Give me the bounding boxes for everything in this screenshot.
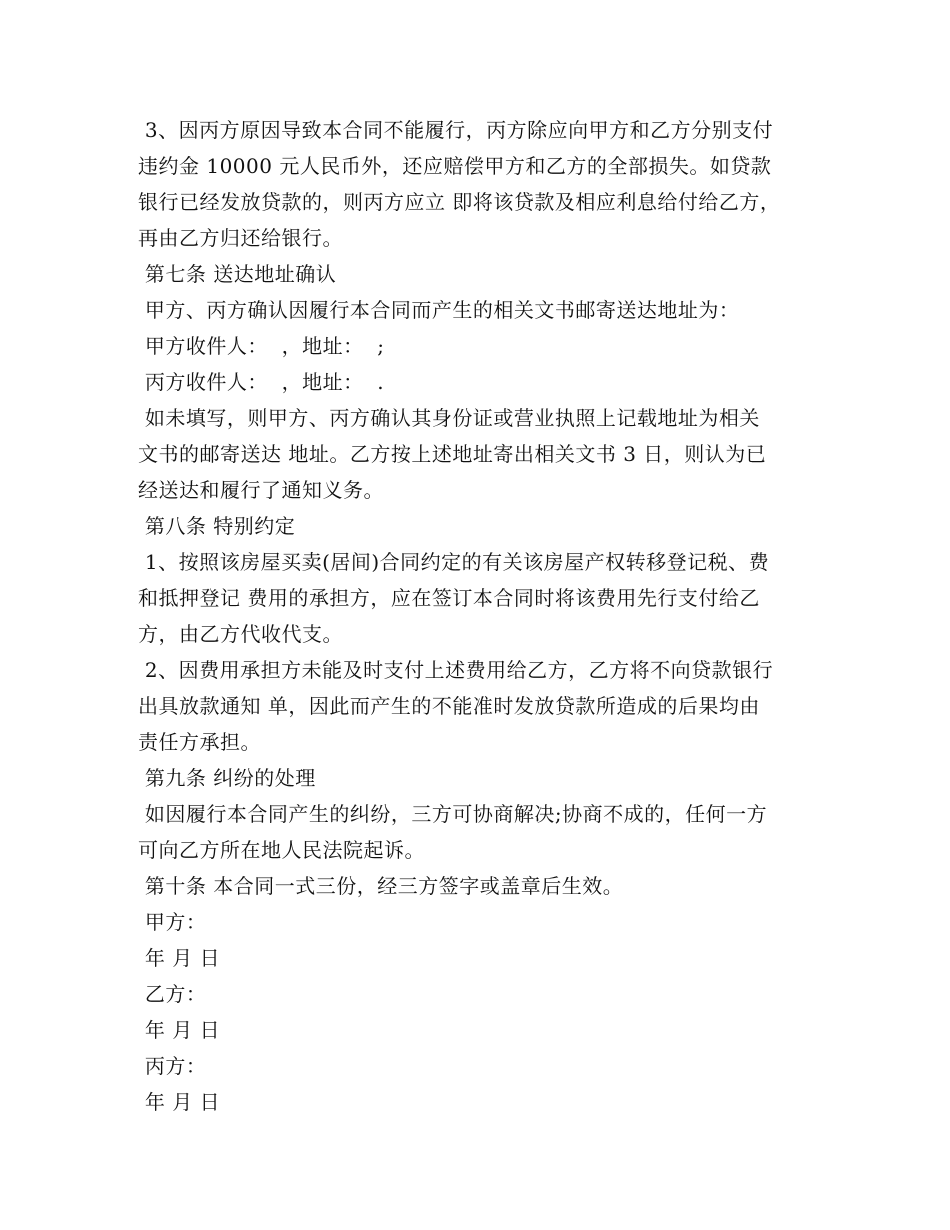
text-line: 甲方收件人： ，地址： ; [138, 334, 385, 358]
text-line: 责任方承担。 [138, 730, 261, 754]
document-body [138, 112, 828, 1120]
text-line: 再由乙方归还给银行。 [138, 226, 343, 250]
section-heading: 第七条 送达地址确认 [138, 262, 337, 286]
text-line: 和抵押登记 费用的承担方，应在签订本合同时将该费用先行支付给乙 [138, 586, 760, 610]
text-line: 1、按照该房屋买卖(居间)合同约定的有关该房屋产权转移登记税、费 [138, 550, 770, 574]
text-line: 如未填写，则甲方、丙方确认其身份证或营业执照上记载地址为相关 [138, 406, 760, 430]
signature-date: 年 月 日 [138, 946, 221, 970]
signature-date: 年 月 日 [138, 1018, 221, 1042]
text-line: 甲方、丙方确认因履行本合同而产生的相关文书邮寄送达地址为： [138, 298, 740, 322]
text-line: 2、因费用承担方未能及时支付上述费用给乙方，乙方将不向贷款银行 [138, 658, 774, 682]
text-line: 违约金 10000 元人民币外，还应赔偿甲方和乙方的全部损失。如贷款 [138, 154, 772, 178]
text-line: 经送达和履行了通知义务。 [138, 478, 384, 502]
signature-party-label: 甲方： [138, 910, 207, 934]
section-heading: 第十条 本合同一式三份，经三方签字或盖章后生效。 [138, 874, 624, 898]
signature-date: 年 月 日 [138, 1090, 221, 1114]
section-heading: 第八条 特别约定 [138, 514, 296, 538]
text-line: 银行已经发放贷款的，则丙方应立 即将该贷款及相应利息给付给乙方， [138, 190, 781, 214]
section-heading: 第九条 纠纷的处理 [138, 766, 316, 790]
text-line: 方，由乙方代收代支。 [138, 622, 343, 646]
signature-party-label: 丙方： [138, 1054, 207, 1078]
text-line: 3、因丙方原因导致本合同不能履行，丙方除应向甲方和乙方分别支付 [138, 118, 774, 142]
text-line: 可向乙方所在地人民法院起诉。 [138, 838, 425, 862]
text-line: 如因履行本合同产生的纠纷，三方可协商解决;协商不成的，任何一方 [138, 802, 768, 826]
text-line: 丙方收件人： ，地址： . [138, 370, 385, 394]
text-line: 文书的邮寄送达 地址。乙方按上述地址寄出相关文书 3 日，则认为已 [138, 442, 767, 466]
signature-party-label: 乙方： [138, 982, 207, 1006]
text-line: 出具放款通知 单，因此而产生的不能准时发放贷款所造成的后果均由 [138, 694, 760, 718]
